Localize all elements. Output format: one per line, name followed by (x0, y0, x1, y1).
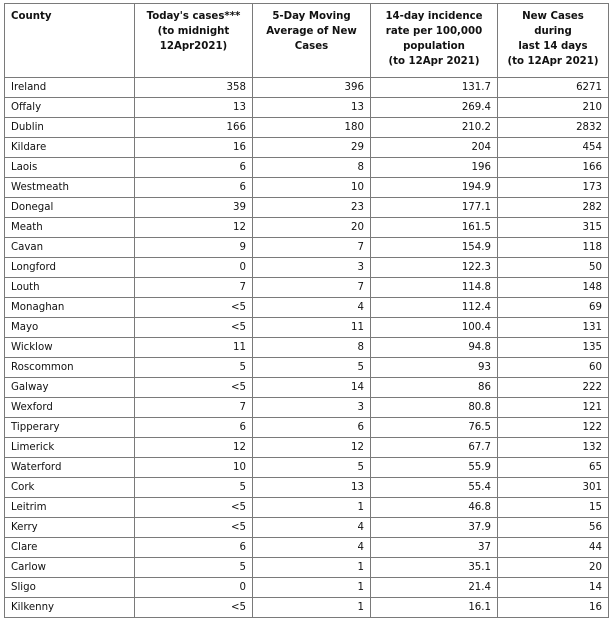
moving-average-cell: 23 (253, 198, 371, 218)
new-cases-cell: 282 (498, 198, 609, 218)
header-incidence-rate-line-1: 14-day incidence (385, 11, 483, 22)
county-cell: Dublin (5, 118, 135, 138)
header-incidence-rate-line-3: population (403, 41, 465, 52)
header-new-cases-line-1: New Cases during (522, 11, 584, 37)
county-cell: Westmeath (5, 178, 135, 198)
table-row (5, 298, 609, 318)
header-incidence-rate-line-2: rate per 100,000 (385, 26, 483, 37)
moving-average-cell: 8 (253, 158, 371, 178)
county-cell: Laois (5, 158, 135, 178)
table-row (5, 318, 609, 338)
header-incidence-rate (371, 4, 498, 78)
county-cell: Ireland (5, 78, 135, 98)
moving-average-cell: 3 (253, 258, 371, 278)
header-moving-average (253, 4, 371, 78)
todays-cases-cell: <5 (135, 378, 253, 398)
table-row (5, 538, 609, 558)
incidence-rate-cell: 122.3 (371, 258, 498, 278)
todays-cases-cell: 16 (135, 138, 253, 158)
table-row (5, 78, 609, 98)
county-cell: Monaghan (5, 298, 135, 318)
todays-cases-cell: 6 (135, 178, 253, 198)
table-row (5, 278, 609, 298)
table-row (5, 138, 609, 158)
incidence-rate-cell: 55.4 (371, 478, 498, 498)
new-cases-cell: 56 (498, 518, 609, 538)
moving-average-cell: 13 (253, 478, 371, 498)
header-todays-cases-line-3: 12Apr2021) (159, 41, 228, 52)
table-row (5, 338, 609, 358)
moving-average-cell: 7 (253, 238, 371, 258)
incidence-rate-cell: 21.4 (371, 578, 498, 598)
incidence-rate-cell: 112.4 (371, 298, 498, 318)
county-cell: Cavan (5, 238, 135, 258)
incidence-rate-cell: 177.1 (371, 198, 498, 218)
incidence-rate-cell: 194.9 (371, 178, 498, 198)
table-row (5, 478, 609, 498)
todays-cases-cell: 166 (135, 118, 253, 138)
table-row (5, 398, 609, 418)
county-cell: Kildare (5, 138, 135, 158)
moving-average-cell: 180 (253, 118, 371, 138)
table-row (5, 598, 609, 618)
county-cell: Meath (5, 218, 135, 238)
new-cases-cell: 132 (498, 438, 609, 458)
table-row (5, 238, 609, 258)
table-row (5, 518, 609, 538)
todays-cases-cell: 12 (135, 218, 253, 238)
todays-cases-cell: <5 (135, 598, 253, 618)
county-cell: Sligo (5, 578, 135, 598)
todays-cases-cell: <5 (135, 298, 253, 318)
incidence-rate-cell: 161.5 (371, 218, 498, 238)
county-cell: Donegal (5, 198, 135, 218)
incidence-rate-cell: 46.8 (371, 498, 498, 518)
county-cell: Waterford (5, 458, 135, 478)
table-body (5, 78, 609, 618)
todays-cases-cell: 7 (135, 278, 253, 298)
new-cases-cell: 60 (498, 358, 609, 378)
new-cases-cell: 6271 (498, 78, 609, 98)
new-cases-cell: 2832 (498, 118, 609, 138)
todays-cases-cell: 0 (135, 258, 253, 278)
table-row (5, 358, 609, 378)
county-cell: Cork (5, 478, 135, 498)
moving-average-cell: 396 (253, 78, 371, 98)
county-cell: Carlow (5, 558, 135, 578)
header-new-cases (498, 4, 609, 78)
new-cases-cell: 44 (498, 538, 609, 558)
table-row (5, 218, 609, 238)
todays-cases-cell: 6 (135, 158, 253, 178)
incidence-rate-cell: 55.9 (371, 458, 498, 478)
todays-cases-cell: 5 (135, 558, 253, 578)
incidence-rate-cell: 80.8 (371, 398, 498, 418)
incidence-rate-cell: 269.4 (371, 98, 498, 118)
header-todays-cases (135, 4, 253, 78)
table-row (5, 198, 609, 218)
todays-cases-cell: 6 (135, 538, 253, 558)
moving-average-cell: 12 (253, 438, 371, 458)
new-cases-cell: 135 (498, 338, 609, 358)
new-cases-cell: 222 (498, 378, 609, 398)
county-cell: Limerick (5, 438, 135, 458)
header-new-cases-line-2: last 14 days (518, 41, 588, 52)
county-cell: Longford (5, 258, 135, 278)
todays-cases-cell: 358 (135, 78, 253, 98)
incidence-rate-cell: 86 (371, 378, 498, 398)
new-cases-cell: 14 (498, 578, 609, 598)
todays-cases-cell: 5 (135, 478, 253, 498)
new-cases-cell: 315 (498, 218, 609, 238)
moving-average-cell: 1 (253, 558, 371, 578)
table-row (5, 418, 609, 438)
header-moving-average-line-1: 5-Day Moving (272, 11, 351, 22)
todays-cases-cell: <5 (135, 518, 253, 538)
header-county (5, 4, 135, 78)
todays-cases-cell: 11 (135, 338, 253, 358)
incidence-rate-cell: 100.4 (371, 318, 498, 338)
header-todays-cases-line-1: Today's cases*** (146, 11, 241, 22)
county-cell: Kilkenny (5, 598, 135, 618)
new-cases-cell: 173 (498, 178, 609, 198)
moving-average-cell: 1 (253, 598, 371, 618)
table-row (5, 578, 609, 598)
incidence-rate-cell: 114.8 (371, 278, 498, 298)
moving-average-cell: 4 (253, 298, 371, 318)
moving-average-cell: 4 (253, 538, 371, 558)
county-cell: Tipperary (5, 418, 135, 438)
moving-average-cell: 10 (253, 178, 371, 198)
header-moving-average-line-3: Cases (294, 41, 329, 52)
incidence-rate-cell: 16.1 (371, 598, 498, 618)
table-row (5, 498, 609, 518)
county-cell: Wexford (5, 398, 135, 418)
table-row (5, 98, 609, 118)
new-cases-cell: 148 (498, 278, 609, 298)
header-todays-cases-line-2: (to midnight (157, 26, 230, 37)
new-cases-cell: 166 (498, 158, 609, 178)
moving-average-cell: 5 (253, 458, 371, 478)
todays-cases-cell: 0 (135, 578, 253, 598)
todays-cases-cell: 10 (135, 458, 253, 478)
incidence-rate-cell: 93 (371, 358, 498, 378)
county-cell: Kerry (5, 518, 135, 538)
moving-average-cell: 3 (253, 398, 371, 418)
header-row (5, 4, 609, 78)
table-row (5, 258, 609, 278)
new-cases-cell: 20 (498, 558, 609, 578)
incidence-rate-cell: 131.7 (371, 78, 498, 98)
incidence-rate-cell: 210.2 (371, 118, 498, 138)
moving-average-cell: 11 (253, 318, 371, 338)
county-cell: Leitrim (5, 498, 135, 518)
todays-cases-cell: <5 (135, 318, 253, 338)
moving-average-cell: 6 (253, 418, 371, 438)
county-cell: Galway (5, 378, 135, 398)
new-cases-cell: 16 (498, 598, 609, 618)
moving-average-cell: 1 (253, 498, 371, 518)
new-cases-cell: 121 (498, 398, 609, 418)
new-cases-cell: 15 (498, 498, 609, 518)
moving-average-cell: 4 (253, 518, 371, 538)
incidence-rate-cell: 76.5 (371, 418, 498, 438)
moving-average-cell: 29 (253, 138, 371, 158)
new-cases-cell: 118 (498, 238, 609, 258)
todays-cases-cell: 12 (135, 438, 253, 458)
county-cell: Clare (5, 538, 135, 558)
county-cell: Roscommon (5, 358, 135, 378)
table-row (5, 378, 609, 398)
moving-average-cell: 7 (253, 278, 371, 298)
moving-average-cell: 13 (253, 98, 371, 118)
todays-cases-cell: 6 (135, 418, 253, 438)
moving-average-cell: 14 (253, 378, 371, 398)
moving-average-cell: 1 (253, 578, 371, 598)
new-cases-cell: 454 (498, 138, 609, 158)
county-cell: Mayo (5, 318, 135, 338)
table-row (5, 558, 609, 578)
header-county-label: County (11, 11, 52, 22)
new-cases-cell: 210 (498, 98, 609, 118)
incidence-rate-cell: 94.8 (371, 338, 498, 358)
new-cases-cell: 122 (498, 418, 609, 438)
todays-cases-cell: 13 (135, 98, 253, 118)
moving-average-cell: 20 (253, 218, 371, 238)
table-row (5, 158, 609, 178)
new-cases-cell: 301 (498, 478, 609, 498)
incidence-rate-cell: 37.9 (371, 518, 498, 538)
header-moving-average-line-2: Average of New (266, 26, 357, 37)
todays-cases-cell: 5 (135, 358, 253, 378)
moving-average-cell: 5 (253, 358, 371, 378)
incidence-rate-cell: 196 (371, 158, 498, 178)
header-incidence-rate-line-4: (to 12Apr 2021) (388, 56, 480, 67)
incidence-rate-cell: 154.9 (371, 238, 498, 258)
county-cell: Offaly (5, 98, 135, 118)
table-row (5, 458, 609, 478)
table-row (5, 438, 609, 458)
table-row (5, 118, 609, 138)
moving-average-cell: 8 (253, 338, 371, 358)
new-cases-cell: 131 (498, 318, 609, 338)
todays-cases-cell: 9 (135, 238, 253, 258)
county-cases-table (4, 3, 609, 618)
new-cases-cell: 69 (498, 298, 609, 318)
todays-cases-cell: 39 (135, 198, 253, 218)
incidence-rate-cell: 37 (371, 538, 498, 558)
county-cell: Louth (5, 278, 135, 298)
incidence-rate-cell: 35.1 (371, 558, 498, 578)
incidence-rate-cell: 67.7 (371, 438, 498, 458)
todays-cases-cell: 7 (135, 398, 253, 418)
new-cases-cell: 50 (498, 258, 609, 278)
table-row (5, 178, 609, 198)
incidence-rate-cell: 204 (371, 138, 498, 158)
new-cases-cell: 65 (498, 458, 609, 478)
todays-cases-cell: <5 (135, 498, 253, 518)
table-header (5, 4, 609, 78)
header-new-cases-line-3: (to 12Apr 2021) (507, 56, 599, 67)
county-cell: Wicklow (5, 338, 135, 358)
